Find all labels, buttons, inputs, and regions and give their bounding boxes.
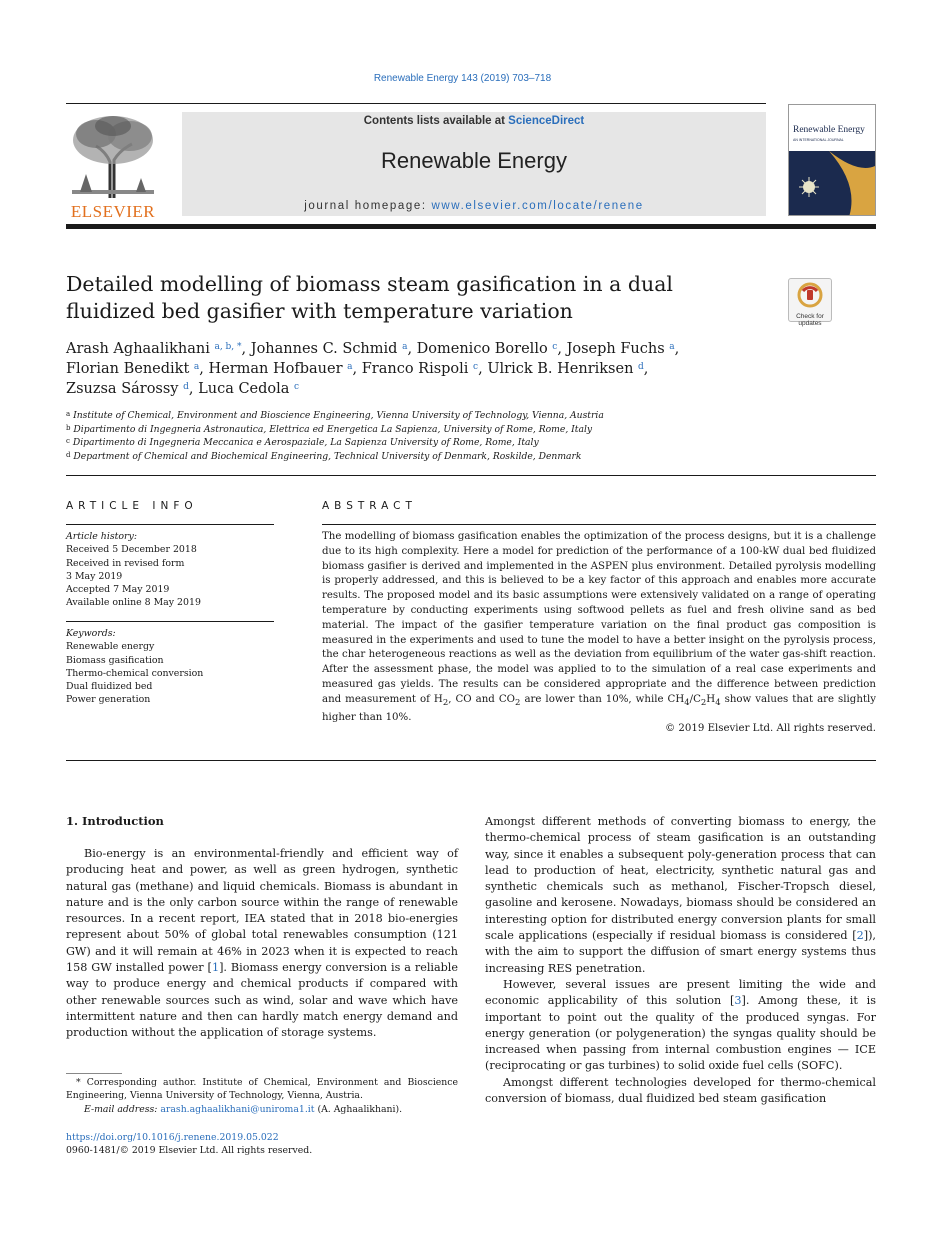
article-history xyxy=(66,530,274,610)
abstract-segment: /C xyxy=(689,693,701,705)
introduction-heading: 1. Introduction xyxy=(66,814,164,828)
email-suffix: (A. Aghaalikhani). xyxy=(314,1103,403,1115)
author-affiliation-ref[interactable]: a xyxy=(402,342,408,352)
abstract-segment: show values that are slightly higher than 10%. xyxy=(322,693,876,723)
abstract-segment: , CO and CO xyxy=(448,693,515,705)
history-item: Received 5 December 2018 xyxy=(66,544,197,556)
author-affiliation-ref[interactable]: c xyxy=(473,362,479,372)
paragraph xyxy=(485,977,876,1075)
sciencedirect-link[interactable]: ScienceDirect xyxy=(508,115,585,127)
journal-cover-thumbnail[interactable] xyxy=(788,104,876,216)
abstract-text xyxy=(322,530,876,725)
cover-subtitle: AN INTERNATIONAL JOURNAL xyxy=(793,138,844,142)
author-name[interactable]: Ulrick B. Henriksen xyxy=(487,361,634,377)
abstract-heading: ABSTRACT xyxy=(322,500,417,512)
affiliation-text: Dipartimento di Ingegneria Astronautica, Elettrica ed Energetica La Sapienza, University of Rome, Rome, Italy xyxy=(73,423,593,435)
history-label: Article history: xyxy=(66,531,137,542)
affiliation-key: c xyxy=(66,437,70,445)
cover-title: Renewable Energy xyxy=(793,125,865,135)
affiliation-text: Dipartimento di Ingegneria Meccanica e Aerospaziale, La Sapienza University of Rome, Rome, Italy xyxy=(72,437,539,448)
check-updates-label: Check for updates xyxy=(796,313,824,327)
homepage-prefix: journal homepage: xyxy=(304,200,432,212)
elsevier-logo[interactable] xyxy=(66,112,160,221)
paragraph-text: ]. Among these, it is important to point out the quality of the produced syngas. For energy generation (or polygeneration) the syngas quality should be increased when passing from internal combustion engines — ICE (reciprocating or gas turbines) to solid oxide fuel cells (SOFC). xyxy=(485,994,876,1073)
keyword-item: Thermo-chemical conversion xyxy=(66,667,204,679)
footnote xyxy=(66,1076,458,1116)
elsevier-tree-icon xyxy=(66,112,160,200)
doi-link[interactable]: https://doi.org/10.1016/j.renene.2019.05.022 xyxy=(66,1132,279,1143)
footnote-rule xyxy=(66,1073,122,1074)
author-affiliation-ref[interactable]: a xyxy=(669,342,675,352)
paragraph-text: Bio-energy is an environmental-friendly and efficient way of producing heat and power, as well as green hydrogen, synthetic natural gas (methane) and liquid chemicals. Biomass is abundant in nature and is the only carbon source within the range of renewable resources. In a recent report, IEA stated that in 2018 bio-energies represent about 50% of global total renewables consumption (121 GW) and it will remain at 46% in 2023 when it is expected to reach 158 GW installed power [ xyxy=(66,847,458,975)
subscript: 2 xyxy=(700,697,707,708)
contents-prefix: Contents lists available at xyxy=(363,115,509,127)
abstract-copyright: © 2019 Elsevier Ltd. All rights reserved. xyxy=(664,723,876,734)
author-affiliation-ref[interactable]: c xyxy=(552,342,558,352)
affiliation-text: Department of Chemical and Biochemical Engineering, Technical University of Denmark, Roskilde, Denmark xyxy=(73,450,582,462)
affiliation-item xyxy=(66,436,766,450)
abstract-segment: are lower than 10%, while CH xyxy=(520,693,685,705)
author-name[interactable]: Luca Cedola xyxy=(198,381,290,397)
paragraph-text: Amongst different methods of converting biomass to energy, the thermo-chemical process of steam gasification is an outstanding way, since it enables a subsequent poly-generation process that can lead to production of heat, electricity, synthetic natural gas and synthetic chemicals such as methanol, Fischer-Tropsch diesel, gasoline and kerosene. Nowadays, biomass should be considered an interesting option for distributed energy conversion plants for small scale applications (especially if residual biomass is considered [ xyxy=(485,815,876,943)
keywords-label: Keywords: xyxy=(66,628,116,639)
keyword-item: Renewable energy xyxy=(66,641,155,653)
affiliation-item xyxy=(66,450,766,464)
author-name[interactable]: Franco Rispoli xyxy=(361,361,469,377)
affiliation-text: Institute of Chemical, Environment and Bioscience Engineering, Vienna University of Technology, Vienna, Austria xyxy=(73,410,604,421)
author-name[interactable]: Zsuzsa Sárossy xyxy=(66,381,179,397)
author-affiliation-ref[interactable]: a, b, * xyxy=(214,342,242,352)
paragraph-text: ]), with the aim to support the diffusion of smart energy systems thus increasing RES penetration. xyxy=(485,929,876,975)
paragraph xyxy=(66,846,458,1042)
section-rule xyxy=(66,475,876,476)
email-line xyxy=(66,1103,458,1116)
subscript: 2 xyxy=(515,697,521,708)
affiliation-list xyxy=(66,409,766,463)
affiliation-key: b xyxy=(66,423,71,432)
history-item: Available online 8 May 2019 xyxy=(66,597,201,609)
author-affiliation-ref[interactable]: a xyxy=(193,362,200,372)
body-column-right xyxy=(485,814,876,1107)
header-thick-rule xyxy=(66,224,876,229)
paragraph-text: However, several issues are present limiting the wide and economic applicability of this solution [ xyxy=(485,977,876,1008)
keyword-item: Biomass gasification xyxy=(66,654,164,666)
author-name[interactable]: Arash Aghaalikhani xyxy=(66,341,210,357)
article-info-rule xyxy=(66,524,274,525)
journal-name: Renewable Energy xyxy=(381,148,567,173)
keywords-rule xyxy=(66,621,274,622)
email-link[interactable]: arash.aghaalikhani@uniroma1.it xyxy=(160,1103,315,1115)
front-matter-rule xyxy=(66,760,876,761)
author-name[interactable]: Domenico Borello xyxy=(416,341,548,357)
elsevier-wordmark: ELSEVIER xyxy=(70,202,156,221)
affiliation-item xyxy=(66,423,766,437)
affiliation-key: a xyxy=(66,410,71,418)
subscript: 4 xyxy=(715,697,721,708)
reference-link[interactable]: 2 xyxy=(856,929,864,943)
history-item: Received in revised form xyxy=(66,557,185,569)
author-list: Arash Aghaalikhani $^{a, b, *}$, Johannes C. Schmid $^a$, Domenico Borello $^c$, Joseph Fuchs $^a$, Florian Benedikt $^a$, Herman Hofbauer $^a$, Franco Rispoli $^c$, Ulrick B. Henriksen $^d$, Zsuzsa Sárossy $^d$, Luca Cedola $^c$ xyxy=(66,341,680,397)
author-affiliation-ref[interactable]: a xyxy=(347,362,353,372)
paragraph xyxy=(485,814,876,977)
paragraph-text: ]. Biomass energy conversion is a reliable way to produce energy and chemical products if compared with other renewable sources such as wind, solar and wave which have intermittent nature and then can hardly match energy demand and production without the application of storage systems. xyxy=(66,961,459,1040)
email-label: E-mail address: xyxy=(84,1103,161,1115)
cover-artwork-icon xyxy=(789,145,876,216)
history-item: Accepted 7 May 2019 xyxy=(66,584,170,596)
paragraph: Amongst different technologies developed for thermo-chemical conversion of biomass, dual fluidized bed steam gasification xyxy=(485,1075,876,1106)
abstract-rule xyxy=(322,524,876,525)
keyword-item: Dual fluidized bed xyxy=(66,681,153,693)
keywords xyxy=(66,627,274,707)
abstract-segment: H xyxy=(706,693,716,705)
journal-citation-link[interactable]: Renewable Energy 143 (2019) 703–718 xyxy=(373,73,552,84)
header-rule xyxy=(66,103,766,104)
affiliation-item xyxy=(66,409,766,423)
author-affiliation-ref[interactable]: c xyxy=(294,382,300,392)
subscript: 2 xyxy=(442,697,449,708)
author-name[interactable]: Herman Hofbauer xyxy=(208,361,343,377)
author-affiliation-ref[interactable]: d xyxy=(638,362,644,372)
reference-link[interactable]: 1 xyxy=(211,961,220,975)
subscript: 4 xyxy=(684,697,690,708)
contents-line xyxy=(182,115,766,127)
abstract-segment: The modelling of biomass gasification enables the optimization of the process designs, but it is a challenge due to its high complexity. Here a model for prediction of the performance of a 100-kW dual bed fluidized biomass gasifier is derived and implemented in the ASPEN plus environment. Detailed pyrolysis modelling is properly addressed, and this is believed to be a key factor of this approach and enables more accurate results. The proposed model and its basic assumptions were extensively validated on a range of operating temperature by conducting experiments using softwood pellets as fuel and fresh olivine sand as bed material. The impact of the gasifier temperature variation on the final product gas composition is measured in the experiments and used to tune the model to have a better insight on the pyrolysis process, the char heterogeneous reactions as well as the deviation from equilibrium of the water gas-shift reaction. After the assessment phase, the model was applied to to the simulation of a real case experiments and measured gas yields. The results can be considered appropriate and the difference between prediction and measurement of H xyxy=(322,531,876,705)
reference-link[interactable]: 3 xyxy=(734,994,742,1008)
homepage-line xyxy=(182,200,766,212)
check-updates-icon xyxy=(797,282,823,308)
corresponding-author-note: * Corresponding author. Institute of Chemical, Environment and Bioscience Engineering, Vienna University of Technology, Vienna, Austria. xyxy=(66,1077,458,1102)
article-info-heading: ARTICLE INFO xyxy=(66,500,198,512)
journal-banner xyxy=(182,112,766,216)
check-for-updates-button[interactable] xyxy=(788,278,832,327)
author-name[interactable]: Johannes C. Schmid xyxy=(250,341,398,357)
history-item: 3 May 2019 xyxy=(66,570,123,582)
issn-line: 0960-1481/© 2019 Elsevier Ltd. All rights reserved. xyxy=(66,1145,313,1156)
body-column-left xyxy=(66,846,458,1042)
keyword-item: Power generation xyxy=(66,694,151,706)
author-affiliation-ref[interactable]: d xyxy=(183,382,189,392)
homepage-link[interactable]: www.elsevier.com/locate/renene xyxy=(431,200,644,212)
author-name[interactable]: Joseph Fuchs xyxy=(566,341,665,357)
affiliation-key: d xyxy=(66,450,71,459)
author-name[interactable]: Florian Benedikt xyxy=(66,361,190,377)
article-title: Detailed modelling of biomass steam gasification in a dual fluidized bed gasifier with temperature variation xyxy=(66,272,673,323)
